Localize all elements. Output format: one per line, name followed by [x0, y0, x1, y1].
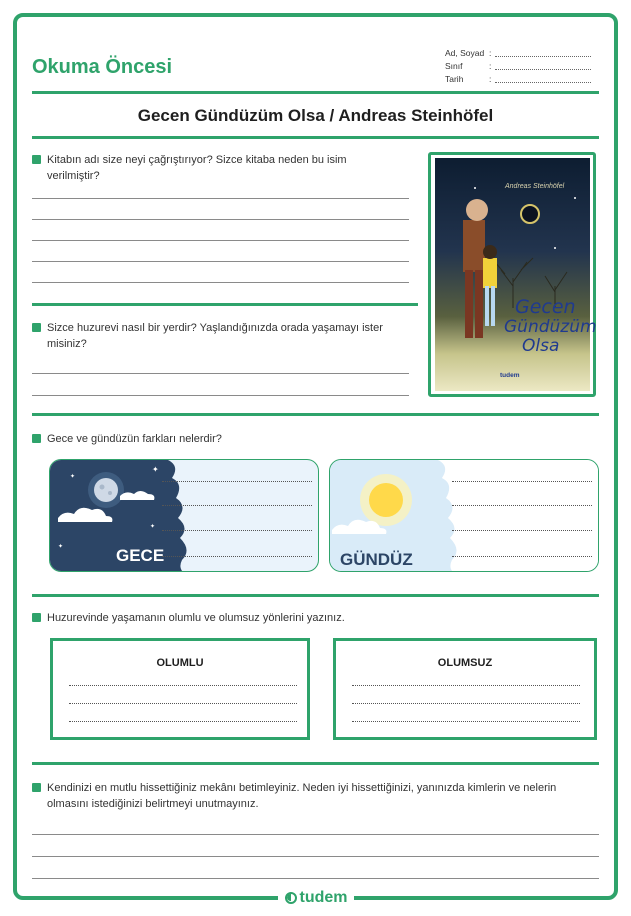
date-label: Tarih	[445, 73, 464, 84]
answer-line[interactable]	[162, 481, 312, 482]
tudem-logo-icon	[285, 892, 297, 904]
bullet-icon	[32, 783, 41, 792]
day-label: GÜNDÜZ	[340, 550, 413, 569]
class-field[interactable]: Sınıf :	[445, 59, 591, 72]
answer-line[interactable]	[32, 240, 409, 241]
answer-line[interactable]	[32, 878, 599, 879]
question-3: Gece ve gündüzün farkları nelerdir?	[32, 431, 592, 447]
divider	[32, 91, 599, 94]
cover-illustration-icon	[435, 158, 590, 391]
answer-line[interactable]	[32, 198, 409, 199]
cover-title-line-3: Olsa	[522, 336, 560, 356]
bullet-icon	[32, 155, 41, 164]
answer-line[interactable]	[32, 856, 599, 857]
footer-logo	[278, 888, 354, 908]
question-2: Sizce huzurevi nasıl bir yerdir? Yaşlandığınızda orada yaşamayı ister misiniz?	[32, 320, 402, 352]
answer-line[interactable]	[32, 219, 409, 220]
bullet-icon	[32, 434, 41, 443]
svg-text:✦: ✦	[150, 524, 156, 530]
section-title: Okuma Öncesi	[32, 56, 173, 78]
question-1: Kitabın adı size neyi çağrıştırıyor? Sizce kitaba neden bu isim verilmiştir?	[32, 152, 402, 184]
answer-line[interactable]	[352, 703, 580, 704]
divider	[32, 762, 599, 765]
answer-line[interactable]	[452, 481, 592, 482]
question-5: Kendinizi en mutlu hissettiğiniz mekânı betimleyiniz. Neden iyi hissettiğinizi, yanınızda kimlerin ve nelerin olmasını istediğinizi belirtmeyi unutmayınız.	[32, 780, 597, 812]
answer-line[interactable]	[32, 373, 409, 374]
answer-line[interactable]	[352, 685, 580, 686]
class-label: Sınıf	[445, 60, 463, 71]
date-field[interactable]: Tarih :	[445, 72, 591, 85]
book-cover	[435, 158, 590, 391]
answer-line[interactable]	[452, 530, 592, 531]
answer-line[interactable]	[69, 721, 297, 722]
answer-line[interactable]	[69, 685, 297, 686]
bullet-icon	[32, 613, 41, 622]
svg-text:✦: ✦	[152, 465, 159, 474]
answer-line[interactable]	[69, 703, 297, 704]
cover-author: Andreas Steinhöfel	[505, 183, 565, 190]
question-4: Huzurevinde yaşamanın olumlu ve olumsuz yönlerini yazınız.	[32, 610, 592, 626]
night-label: GECE	[116, 546, 165, 565]
answer-line[interactable]	[32, 834, 599, 835]
night-box	[49, 459, 319, 572]
answer-line[interactable]	[162, 505, 312, 506]
bullet-icon	[32, 323, 41, 332]
name-field[interactable]: Ad, Soyad :	[445, 46, 591, 59]
divider	[32, 594, 599, 597]
negative-box	[333, 638, 597, 740]
divider	[32, 303, 418, 306]
page-frame	[13, 13, 618, 900]
footer-brand: tudem	[299, 889, 348, 906]
svg-text:✦: ✦	[58, 544, 64, 550]
name-line[interactable]	[495, 49, 591, 57]
student-info	[445, 46, 591, 85]
cover-title-line-1: Gecen	[515, 296, 576, 318]
svg-text:✦: ✦	[70, 474, 76, 480]
divider	[32, 413, 599, 416]
answer-line[interactable]	[452, 505, 592, 506]
answer-line[interactable]	[32, 395, 409, 396]
answer-line[interactable]	[162, 530, 312, 531]
positive-box	[50, 638, 310, 740]
answer-line[interactable]	[452, 556, 592, 557]
date-line[interactable]	[495, 75, 591, 83]
class-line[interactable]	[495, 62, 591, 70]
day-box	[329, 459, 599, 572]
answer-line[interactable]	[32, 282, 409, 283]
name-label: Ad, Soyad	[445, 47, 485, 58]
cover-title-line-2: Gündüzüm	[504, 317, 597, 337]
negative-title: OLUMSUZ	[437, 657, 493, 669]
book-title: Gecen Gündüzüm Olsa / Andreas Steinhöfel	[137, 106, 494, 125]
positive-title: OLUMLU	[156, 657, 204, 669]
answer-line[interactable]	[352, 721, 580, 722]
cover-publisher: tudem	[500, 372, 520, 379]
divider	[32, 136, 599, 139]
answer-line[interactable]	[32, 261, 409, 262]
answer-line[interactable]	[162, 556, 312, 557]
